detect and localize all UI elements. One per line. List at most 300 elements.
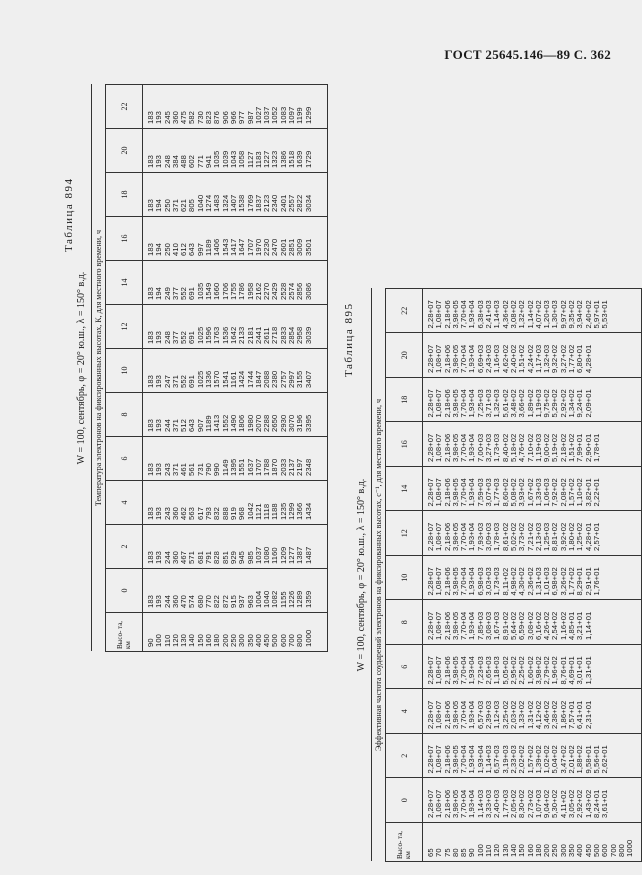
table-cell: 3,05+02 [567,789,577,818]
table-cell: 907 [195,419,205,432]
table-cell: 2,28+07 [426,700,435,729]
table-cell: 5,19+02 [550,433,560,462]
time-header: 12 [106,305,143,349]
table-cell: 1424 [237,370,247,388]
table-cell: 2,43+03 [484,344,494,373]
table-cell: 888 [220,507,230,520]
table-cell: 1,08+07 [434,611,444,640]
table-cell: 2,54+02 [550,611,560,640]
time-header: 10 [386,556,423,601]
table-cell: 8,29+01 [575,567,585,596]
table-cell: 3395 [303,414,313,432]
value-column [143,349,328,393]
table-cell: 250 [162,199,172,212]
table-cell: 3034 [303,194,313,212]
table-cell: 2429 [270,282,280,300]
table-cell: 3086 [303,282,313,300]
table-cell: 8,11+02 [500,567,510,596]
table-cell: 2,01+02 [567,745,577,774]
value-column [423,289,642,334]
table-cell: 1,93+04 [467,300,477,329]
table-cell: 4,62+02 [500,344,510,373]
table-cell: 1,93+04 [467,433,477,462]
table-cell: 4,85+01 [567,611,577,640]
table-cell: 3,07+03 [484,478,494,507]
table-cell: 1,93+04 [475,745,485,774]
table-cell: 2,40+02 [583,300,593,329]
table-cell: 6,98+02 [550,567,560,596]
table-cell: 6,98+03 [475,567,485,596]
table-cell: 1386 [278,150,288,168]
table-cell: 4,28+01 [583,344,593,373]
table-cell: 1543 [220,238,230,256]
table-cell: 3,94+02 [575,300,585,329]
table-cell: 1980 [245,414,255,432]
height-value: 400 [253,634,263,647]
table-cell: 1637 [245,458,255,476]
table-cell: 2,18+06 [442,433,452,462]
table-cell: 1,51+02 [517,344,527,373]
table-cell: 461 [179,463,189,476]
table-cell: 1706 [220,282,230,300]
value-column [143,217,328,261]
table-cell: 1,08+07 [434,344,444,373]
table-cell: 6,41+01 [575,700,585,729]
table-cell: 1570 [212,370,222,388]
table-cell: 1387 [295,546,305,564]
table-cell: 8,91+02 [500,611,510,640]
table-cell: 5,02+02 [508,522,518,551]
table-cell: 2,28+07 [426,389,435,418]
height-value: 800 [616,844,626,857]
table-cell: 1,08+07 [434,567,444,596]
table-cell: 1324 [220,194,230,212]
table-cell: 2,18+06 [442,389,452,418]
table-cell: 1,06+03 [542,478,552,507]
value-column [143,481,328,525]
table-cell: 7,70+04 [459,567,469,596]
value-column [423,467,642,512]
table-cell: 183 [146,331,155,344]
table-cell: 1,08+07 [434,789,444,818]
table-cell: 245 [162,111,172,124]
table-cell: 1,86+02 [558,700,568,729]
table-cell: 1052 [270,106,280,124]
value-column [143,85,328,129]
table-cell: 2650 [270,414,280,432]
table-cell: 1097 [287,106,297,124]
height-value: 180 [533,844,543,857]
table-cell: 1,89+02 [525,389,535,418]
table-cell: 2,18+06 [442,300,452,329]
table-cell: 1,88+02 [575,745,585,774]
table-cell: 1,78+01 [591,433,601,462]
table-cell: 193 [154,419,164,432]
value-column [143,305,328,349]
table-cell: 1434 [303,502,313,520]
table-cell: 2,18+06 [442,478,452,507]
table-cell: 3,09+03 [484,522,494,551]
table-cell: 7,70+04 [459,522,469,551]
table-cell: 1,10+02 [575,478,585,507]
table-cell: 1707 [245,238,255,256]
table-cell: 1536 [220,326,230,344]
table-cell: 1707 [253,458,263,476]
table-cell: 2,90+01 [583,433,593,462]
table-cell: 643 [187,419,197,432]
table-cell: 4,26+02 [542,611,552,640]
table-cell: 1,93+04 [467,522,477,551]
table-cell: 3,03+03 [484,567,494,596]
table-cell: 1189 [204,239,214,256]
table-cell: 1,14+03 [475,789,485,818]
table-cell: 612 [179,243,189,256]
table-cell: 3,98+05 [450,344,460,373]
table-cell: 1,67+02 [525,478,535,507]
table-cell: 3,08+02 [525,611,535,640]
table-cell: 2,39+03 [484,700,494,729]
table-cell: 977 [237,111,247,124]
height-value: 150 [517,844,527,857]
table-cell: 3,46+02 [542,700,552,729]
table-cell: 7,99+01 [575,433,585,462]
table-cell: 1,93+04 [467,656,477,685]
table-cell: 2,92+02 [558,389,568,418]
table-cell: 1,19+03 [533,433,543,462]
table-cell: 941 [204,155,214,168]
table-cell: 7,85+03 [475,611,485,640]
table-cell: 1277 [287,546,297,564]
table-cell: 937 [237,595,247,608]
height-value: 350 [245,634,255,647]
table-cell: 194 [154,287,164,300]
table-cell: 1035 [195,282,205,300]
height-value: 100 [475,844,485,857]
table-cell: 963 [245,595,255,608]
table-cell: 1870 [270,458,280,476]
table-cell: 193 [154,463,164,476]
table-cell: 1,80+02 [567,522,577,551]
table-cell: 1,93+04 [467,700,477,729]
table-cell: 3,93+02 [517,478,527,507]
table-cell: 512 [179,419,189,432]
table-cell: 771 [195,155,205,168]
table-cell: 1,25+03 [542,522,552,551]
height-value: 140 [508,844,518,857]
table-cell: 244 [162,419,172,432]
table-cell: 1359 [303,590,313,608]
table-cell: 7,70+04 [459,389,469,418]
table-cell: 8,40+02 [500,433,510,462]
table-cell: 248 [162,155,172,168]
time-header: 22 [106,85,143,129]
table-cell: 3,98+05 [450,300,460,329]
table-cell: 3196 [295,414,305,432]
table-cell: 1490 [228,414,238,432]
table-cell: 2348 [303,458,313,476]
table-cell: 1227 [262,150,272,168]
table-cell: 1082 [270,590,280,608]
table-cell: 2181 [245,326,255,344]
table-cell: 691 [187,331,197,344]
table-cell: 249 [162,287,172,300]
table-cell: 1642 [228,326,238,344]
table-cell: 2,41+03 [484,300,494,329]
value-column [423,600,642,645]
table-cell: 791 [204,551,214,564]
table-cell: 2380 [270,370,280,388]
table-cell: 552 [179,287,189,300]
time-header: 4 [386,689,423,734]
table-cell: 1,31+01 [583,656,593,685]
time-header: 18 [106,173,143,217]
table-cell: 7,92+02 [550,478,560,507]
table-cell: 7,93+03 [475,522,485,551]
table-cell: 1,32+03 [542,344,552,373]
height-value: 450 [583,844,593,857]
time-header: 0 [386,778,423,823]
table-cell: 1274 [204,194,214,212]
table-cell: 1299 [287,502,297,520]
table-title: W = 100, сентябрь, φ = 20° ю.ш., λ = 150° в.д. [356,478,367,672]
table-cell: 1395 [228,458,238,476]
table-cell: 2,33+03 [508,745,518,774]
table-cell: 248 [162,331,172,344]
table-cell: 9,75+02 [542,389,552,418]
table-cell: 1,14+03 [492,300,502,329]
table-cell: 9,58+01 [583,745,593,774]
table-cell: 7,70+04 [459,656,469,685]
table-cell: 1366 [295,502,305,520]
page-header: ГОСТ 25645.146—89 С. 362 [444,47,611,62]
table-cell: 6,57+03 [475,700,485,729]
table-cell: 9,97+02 [558,300,568,329]
table-cell: 1,73+03 [492,433,502,462]
table-cell: 371 [170,375,180,388]
height-value: 65 [426,848,435,857]
table-cell: 1,17+03 [533,344,543,373]
table-cell: 2123 [262,194,272,212]
table-cell: 2,18+06 [442,700,452,729]
table-cell: 1,08+07 [434,522,444,551]
table-cell: 3,33+03 [484,789,494,818]
table-cell: 617 [195,507,205,520]
height-value: 85 [459,848,469,857]
table-cell: 1080 [262,546,272,564]
table-cell: 2088 [262,370,272,388]
table-cell: 1,93+04 [467,611,477,640]
height-value: 140 [187,634,197,647]
table-cell: 183 [146,199,155,212]
height-column-header: Высо- та, км [106,613,143,652]
table-cell: 1552 [220,414,230,432]
table-cell: 1118 [262,503,272,520]
table-cell: 183 [146,155,155,168]
table-cell: 574 [187,595,197,608]
time-header: 16 [106,217,143,261]
table-cell: 1551 [237,458,247,476]
table-cell: 915 [228,595,238,608]
table-cell: 1,31+03 [533,567,543,596]
table-cell: 643 [187,243,197,256]
table-cell: 3,98+02 [533,656,543,685]
table-cell: 2,28+07 [426,567,435,596]
table-cell: 5,29+02 [550,389,560,418]
table-cell: 183 [146,507,155,520]
table-cell: 1,08+07 [434,745,444,774]
table-cell: 2,92+02 [575,789,585,818]
table-cell: 1,34+02 [567,389,577,418]
table-cell: 1518 [287,150,297,168]
table-cell: 2,13+03 [533,522,543,551]
table-cell: 2822 [295,194,305,212]
table-cell: 1,93+04 [467,745,477,774]
table-cell: 1,77+03 [500,789,510,818]
table-cell: 3,01+01 [575,656,585,685]
table-cell: 1,07+03 [533,789,543,818]
table-cell: 1413 [212,414,222,432]
value-column [423,778,642,823]
table-cell: 1040 [262,590,272,608]
height-value: 180 [212,634,222,647]
table-cell: 1729 [303,150,313,168]
table-cell: 183 [146,287,155,300]
table-cell: 1538 [237,194,247,212]
table-cell: 1769 [245,194,255,212]
table-cell: 9,24+01 [575,389,585,418]
height-value: 300 [237,634,247,647]
table-cell: 1004 [253,590,263,608]
table-cell: 7,59+03 [475,478,485,507]
table-cell: 2,65+03 [484,656,494,685]
table-cell: 1336 [204,370,214,388]
time-header: 8 [386,600,423,645]
table-cell: 1483 [212,194,222,212]
table-cell: 1,43+02 [583,789,593,818]
table-cell: 4,28+01 [583,522,593,551]
table-cell: 945 [237,551,247,564]
table-cell: 1,08+07 [434,700,444,729]
table-cell: 250 [162,243,172,256]
table-cell: 1,60+02 [525,656,535,685]
table-cell: 7,70+04 [459,478,469,507]
height-value: 90 [146,638,155,647]
table-cell: 3,98+05 [450,567,460,596]
table-cell: 2288 [262,414,272,432]
table-cell: 1,08+07 [434,433,444,462]
table-cell: 1,08+07 [434,300,444,329]
table-cell: 2854 [287,326,297,344]
table-cell: 563 [187,507,197,520]
table-cell: 1,32+03 [492,389,502,418]
time-header: 0 [106,569,143,613]
height-value: 130 [179,634,189,647]
table-number: Таблица 895 [343,302,355,377]
table-cell: 1199 [295,107,305,124]
value-column [423,734,642,779]
table-cell: 7,23+03 [475,656,485,685]
table-cell: 1183 [253,151,263,168]
table-cell: 602 [187,155,197,168]
table-cell: 1,76+01 [591,567,601,596]
table-cell: 2,28+07 [426,300,435,329]
table-cell: 552 [179,331,189,344]
table-cell: 2,05+02 [508,789,518,818]
table-cell: 194 [154,243,164,256]
table-cell: 1037 [262,106,272,124]
table-cell: 2230 [262,238,272,256]
table-cell: 1,51+02 [567,433,577,462]
time-header: 18 [386,378,423,423]
table-cell: 985 [245,551,255,564]
table-cell: 561 [187,463,197,476]
table-cell: 1,16+03 [492,344,502,373]
table-cell: 680 [195,595,205,608]
table-cell: 1188 [270,503,280,520]
table-cell: 8,60+02 [500,478,510,507]
table-cell: 2601 [278,238,288,256]
table-cell: 1,31+02 [525,700,535,729]
table-cell: 3,08+02 [508,300,518,329]
table-cell: 4,36+02 [500,300,510,329]
table-cell: 5,97+01 [591,300,601,329]
table-cell: 1127 [245,151,255,168]
time-header: 20 [106,129,143,173]
height-value: 160 [525,844,535,857]
table-cell: 2133 [237,326,247,344]
table-cell: 4,11+02 [558,790,568,818]
table-cell: 1596 [204,326,214,344]
table-cell: 1487 [303,546,313,564]
table-cell: 1958 [245,282,255,300]
time-header: 10 [106,349,143,393]
table-title: W = 100, сентябрь, φ = 20° ю.ш., λ = 150° в.д. [76,271,87,465]
table-cell: 1,14+03 [484,745,494,774]
table-cell: 731 [195,463,205,476]
height-column [423,823,642,862]
time-header: 2 [386,734,423,779]
table-cell: 793 [204,507,214,520]
table-cell: 2,73+02 [525,789,535,818]
table-cell: 582 [187,111,197,124]
table-cell: 919 [228,507,238,520]
value-column [423,645,642,690]
height-value: 800 [295,634,305,647]
height-value: 70 [434,848,444,857]
table-cell: 194 [154,199,164,212]
value-column [423,511,642,556]
table-cell: 987 [245,111,255,124]
table-cell: 1,32+02 [517,300,527,329]
table-cell: 410 [170,243,180,256]
table-cell: 1,16+02 [558,611,568,640]
table-cell: 1289 [295,590,305,608]
table-cell: 790 [204,463,214,476]
table-cell: 4,30+02 [517,567,527,596]
table-cell: 1,33+03 [533,478,543,507]
table-cell: 1,93+04 [467,789,477,818]
table-cell: 929 [228,551,238,564]
table-cell: 2,18+06 [442,789,452,818]
table-cell: 2,95+02 [508,656,518,685]
height-value: 150 [195,634,205,647]
table-cell: 1763 [212,326,222,344]
table-cell: 1407 [228,194,238,212]
height-value: 120 [492,844,502,857]
height-value: 600 [278,634,288,647]
time-header: 6 [386,645,423,690]
table-caption: Температура электронов на фиксированных высотах, К, для местного времени, ч [92,85,106,652]
